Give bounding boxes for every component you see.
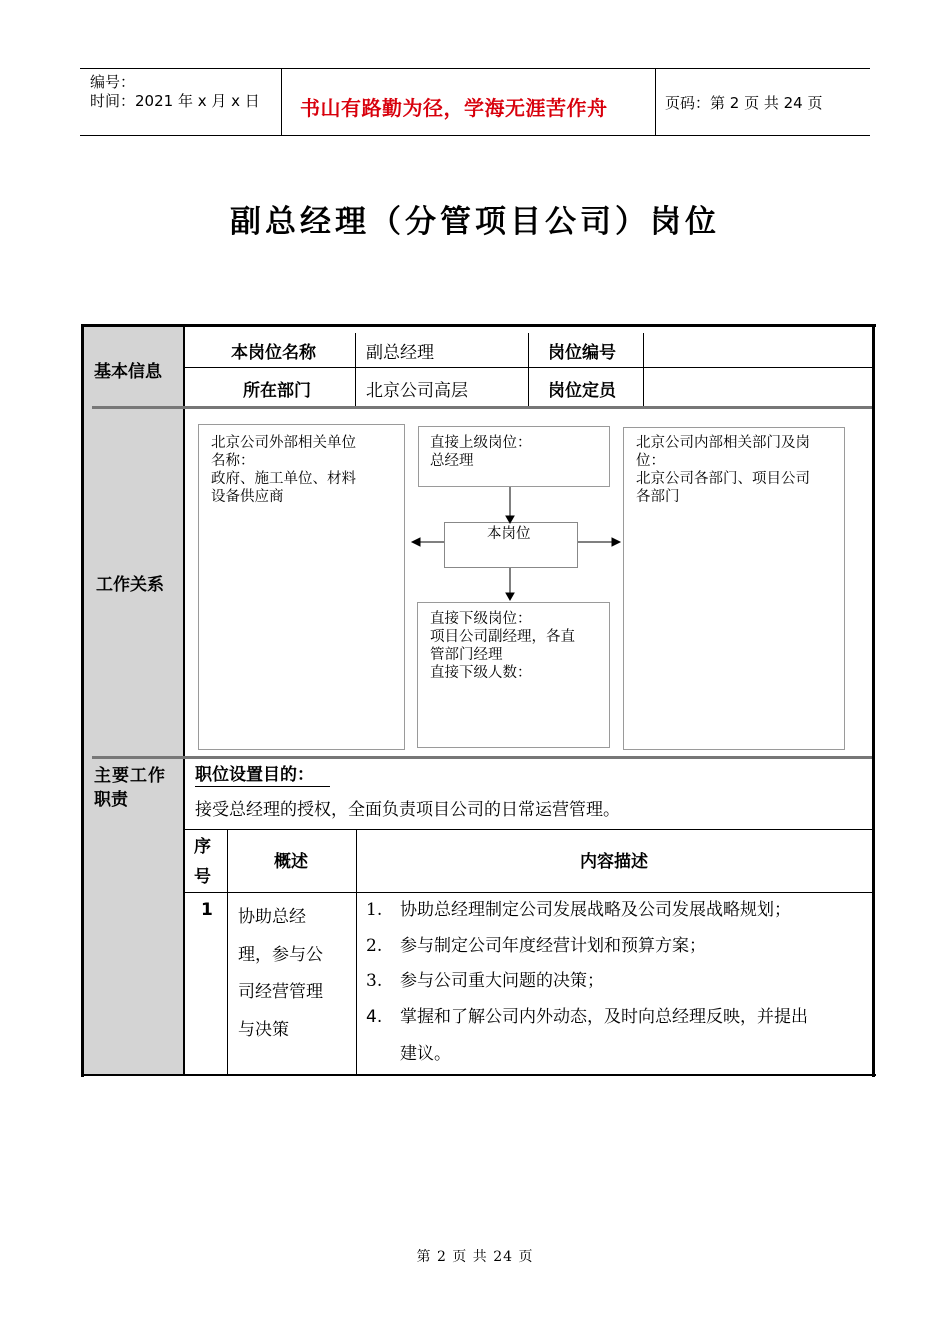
internal-line: 北京公司各部门、项目公司 xyxy=(636,471,810,487)
row-summary-line: 与决策 xyxy=(238,1019,289,1040)
job-code-label: 岗位编号 xyxy=(548,343,616,363)
header-time-label: 时间：2021 年 x 月 x 日 xyxy=(90,92,260,110)
row-summary-line: 理，参与公 xyxy=(238,944,323,965)
section-label-basic-info: 基本信息 xyxy=(94,362,162,382)
department-value: 北京公司高层 xyxy=(366,381,468,401)
list-item-number: 2. xyxy=(366,936,383,956)
superior-value: 总经理 xyxy=(430,453,474,469)
header-motto: 书山有路勤为径，学海无涯苦作舟 xyxy=(300,96,608,120)
job-name-value: 副总经理 xyxy=(366,343,434,363)
subordinate-line: 直接下级岗位： xyxy=(430,611,532,627)
row-summary xyxy=(238,899,323,1049)
row-summary-line: 司经营管理 xyxy=(238,982,323,1002)
header-code-label: 编号： xyxy=(90,73,136,91)
external-line: 名称： xyxy=(211,453,255,469)
section-label-duties: 主要工作 xyxy=(94,766,166,786)
arrow-head xyxy=(612,538,620,546)
page-footer: 第 2 页 共 24 页 xyxy=(416,1249,534,1265)
list-item: 掌握和了解公司内外动态，及时向总经理反映，并提出 xyxy=(400,1007,808,1027)
internal-line: 各部门 xyxy=(636,489,680,505)
purpose-title: 职位设置目的： xyxy=(195,765,330,787)
external-line: 北京公司外部相关单位 xyxy=(211,435,356,451)
list-item: 协助总经理制定公司发展战略及公司发展战略规划； xyxy=(400,900,791,920)
section-label-duties-2: 职责 xyxy=(94,790,128,810)
row-summary-line: 协助总经 xyxy=(238,907,306,927)
list-item: 参与公司重大问题的决策； xyxy=(400,971,604,991)
list-item: 参与制定公司年度经营计划和预算方案； xyxy=(400,936,706,956)
list-item-continuation: 建议。 xyxy=(400,1044,451,1064)
subordinate-line: 管部门经理 xyxy=(430,647,503,663)
internal-line: 位： xyxy=(636,453,665,469)
col-header-no: 序 xyxy=(194,837,211,857)
list-item-number: 4. xyxy=(366,1007,383,1027)
col-header-no-2: 号 xyxy=(194,867,211,887)
job-name-label: 本岗位名称 xyxy=(231,343,316,363)
list-item-number: 1. xyxy=(366,900,383,920)
row-number: 1 xyxy=(201,900,213,920)
list-item-number: 3. xyxy=(366,971,383,991)
page-title: 副总经理（分管项目公司）岗位 xyxy=(230,204,720,240)
self-position-label: 本岗位 xyxy=(487,526,531,542)
headcount-label: 岗位定员 xyxy=(548,381,616,401)
purpose-text: 接受总经理的授权，全面负责项目公司的日常运营管理。 xyxy=(195,800,620,820)
arrow-head xyxy=(412,538,420,546)
subordinate-line: 直接下级人数： xyxy=(430,665,532,681)
header-page-label: 页码：第 2 页 共 24 页 xyxy=(665,94,823,112)
external-line: 政府、施工单位、材料 xyxy=(211,471,356,487)
arrow-head xyxy=(506,516,514,523)
internal-line: 北京公司内部相关部门及岗 xyxy=(636,435,810,451)
section-label-work-relations: 工作关系 xyxy=(96,575,164,595)
arrow-head xyxy=(506,593,514,600)
col-header-summary: 概述 xyxy=(274,852,308,872)
col-header-content: 内容描述 xyxy=(580,852,648,872)
superior-title: 直接上级岗位： xyxy=(430,435,532,451)
external-line: 设备供应商 xyxy=(211,489,284,505)
department-label: 所在部门 xyxy=(243,381,311,401)
subordinate-line: 项目公司副经理，各直 xyxy=(430,629,575,645)
